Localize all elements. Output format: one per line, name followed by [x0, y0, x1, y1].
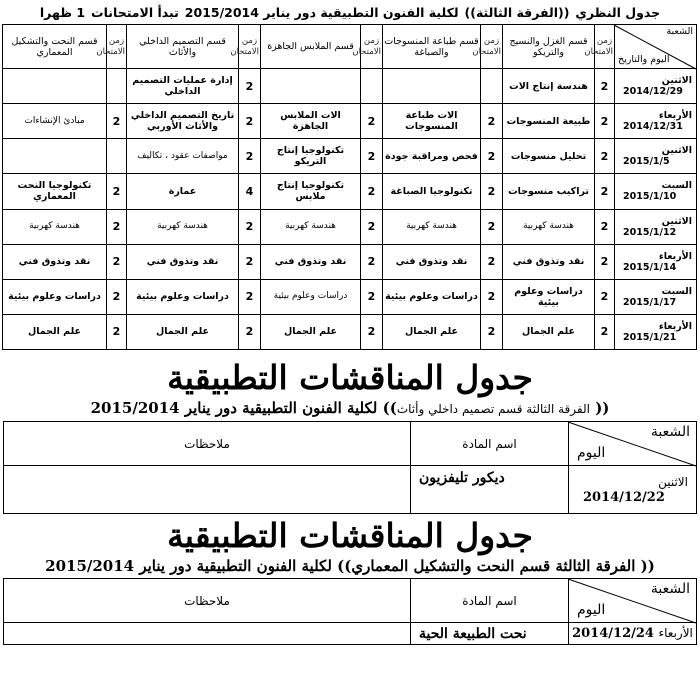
exam-duration-printing: 2 [481, 104, 503, 139]
subject-apparel: الات الملابس الجاهزة [261, 104, 361, 139]
dept-header-sculpture: قسم النحت والتشكيل المعماري [3, 25, 107, 69]
schedule-day: الاثنين [661, 215, 692, 227]
discussion2-subject-header: اسم المادة [411, 579, 569, 623]
schedule-day: الاثنين [661, 75, 692, 87]
schedule-date: 2015/1/14 [623, 261, 677, 273]
subject-sculpture: تكنولوجيا النحت المعماري [3, 174, 107, 209]
schedule-date: 2014/12/31 [623, 121, 683, 133]
subject-printing: علم الجمال [383, 314, 481, 349]
exam-duration-apparel: 2 [361, 314, 383, 349]
schedule-row [3, 104, 697, 139]
schedule-date: 2015/1/5 [623, 156, 670, 168]
discussion2-date-cell [569, 623, 697, 645]
exam-duration-apparel: 2 [361, 139, 383, 174]
exam-duration-printing: 2 [481, 209, 503, 244]
schedule-day: الاثنين [661, 145, 692, 157]
discussion1-subject: ديكور تليفزيون [411, 466, 569, 514]
exam-duration-sculpture: 2 [107, 174, 127, 209]
exam-duration-apparel: 2 [361, 279, 383, 314]
discussion2-notes-header: ملاحظات [4, 579, 411, 623]
subject-textile: طبيعة المنسوجات [503, 104, 595, 139]
schedule-header [3, 2, 697, 24]
discussion1-corner-day: اليوم [577, 445, 606, 461]
schedule-date: 2015/1/12 [623, 226, 677, 238]
exam-duration-sculpture: 2 [107, 209, 127, 244]
exam-duration-printing: 2 [481, 314, 503, 349]
schedule-day-cell [615, 279, 697, 314]
dept-header-textile: قسم الغزل والنسيج والتريكو [503, 25, 595, 69]
time-header: زمن الامتحان [481, 25, 503, 69]
exam-duration-interior: 2 [239, 104, 261, 139]
discussion1-sub-close: )) [382, 399, 397, 417]
discussion2-sub-open: (( [640, 557, 655, 575]
exam-duration-textile: 2 [595, 69, 615, 104]
exam-duration-textile: 2 [595, 139, 615, 174]
subject-interior: هندسة كهربية [127, 209, 239, 244]
exam-duration-textile: 2 [595, 279, 615, 314]
discussion1-subject-header: اسم المادة [411, 422, 569, 466]
theory-schedule-table [2, 24, 697, 350]
exam-duration-sculpture [107, 69, 127, 104]
subject-sculpture: مبادئ الإنشاءات [3, 104, 107, 139]
exam-duration-interior: 2 [239, 244, 261, 279]
discussion1-notes-header: ملاحظات [4, 422, 411, 466]
subject-textile: دراسات وعلوم بيئية [503, 279, 595, 314]
schedule-day: السبت [661, 285, 692, 297]
subject-apparel: دراسات وعلوم بيئية [261, 279, 361, 314]
subject-apparel [261, 69, 361, 104]
discussion1-day: الاثنين [658, 474, 688, 489]
discussion2-sub-dept: الفرقة الثالثة قسم النحت والتشكيل المعماري [351, 557, 636, 575]
subject-sculpture: علم الجمال [3, 314, 107, 349]
subject-sculpture: هندسة كهربية [3, 209, 107, 244]
schedule-day-cell [615, 174, 697, 209]
subject-printing: الات طباعة المنسوجات [383, 104, 481, 139]
subject-apparel: تكنولوجيا إنتاج التريكو [261, 139, 361, 174]
exam-duration-apparel: 2 [361, 244, 383, 279]
dept-header-apparel: قسم الملابس الجاهزة [261, 25, 361, 69]
exam-duration-printing: 2 [481, 279, 503, 314]
exam-duration-textile: 2 [595, 244, 615, 279]
header-part5: 1 ظهرا [39, 5, 86, 20]
time-header: زمن الامتحان [239, 25, 261, 69]
schedule-corner-header [615, 25, 697, 69]
subject-interior: عمارة [127, 174, 239, 209]
subject-printing: تكنولوجيا الصباغة [383, 174, 481, 209]
exam-duration-interior: 2 [239, 139, 261, 174]
schedule-day: السبت [661, 180, 692, 192]
subject-interior: مواصفات عقود ، تكاليف [127, 139, 239, 174]
corner-day-label: اليوم والتاريخ [618, 54, 670, 65]
subject-textile: هندسة كهربية [503, 209, 595, 244]
discussion2-corner-section: الشعبة [650, 581, 690, 597]
schedule-row [3, 279, 697, 314]
time-header: زمن الامتحان [595, 25, 615, 69]
subject-interior: دراسات وعلوم بيئية [127, 279, 239, 314]
subject-interior: إدارة عمليات التصميم الداخلي [127, 69, 239, 104]
discussion1-table [3, 421, 697, 514]
subject-printing: دراسات وعلوم بيئية [383, 279, 481, 314]
subject-interior: نقد وتذوق فني [127, 244, 239, 279]
subject-textile: تراكيب منسوجات [503, 174, 595, 209]
exam-duration-apparel [361, 69, 383, 104]
exam-duration-textile: 2 [595, 314, 615, 349]
discussion2-day: الأربعاء [658, 626, 693, 640]
subject-sculpture: نقد وتذوق فني [3, 244, 107, 279]
subject-textile: تحليل منسوجات [503, 139, 595, 174]
subject-sculpture [3, 69, 107, 104]
discussion1-sub-open: (( [595, 399, 610, 417]
dept-header-interior: قسم التصميم الداخلي والأثاث [127, 25, 239, 69]
schedule-date: 2014/12/29 [623, 86, 683, 98]
discussion1-sub-rest: لكلية الفنون التطبيقية دور يناير 2015/2014 [90, 399, 378, 417]
subject-apparel: تكنولوجيا إنتاج ملابس [261, 174, 361, 209]
schedule-day-cell [615, 314, 697, 349]
discussion1-title: جدول المناقشات التطبيقية [167, 358, 533, 397]
schedule-day-cell [615, 139, 697, 174]
schedule-date: 2015/1/21 [623, 331, 677, 343]
exam-duration-textile: 2 [595, 174, 615, 209]
discussion2-subject: نحت الطبيعة الحية [411, 623, 569, 645]
exam-duration-interior: 2 [239, 279, 261, 314]
schedule-day-cell [615, 69, 697, 104]
exam-duration-sculpture: 2 [107, 314, 127, 349]
exam-duration-apparel: 2 [361, 209, 383, 244]
exam-duration-apparel: 2 [361, 174, 383, 209]
schedule-day: الأربعاء [658, 110, 692, 122]
corner-section-label: الشعبة [666, 26, 693, 37]
exam-duration-interior: 2 [239, 209, 261, 244]
schedule-day-cell [615, 104, 697, 139]
discussion2-subtitle [3, 556, 697, 576]
exam-duration-printing: 2 [481, 244, 503, 279]
schedule-day: الأربعاء [658, 320, 692, 332]
discussion2-table [3, 578, 697, 645]
schedule-date: 2015/1/17 [623, 296, 677, 308]
subject-apparel: هندسة كهربية [261, 209, 361, 244]
exam-duration-printing [481, 69, 503, 104]
exam-duration-interior: 4 [239, 174, 261, 209]
exam-duration-sculpture: 2 [107, 104, 127, 139]
exam-duration-apparel: 2 [361, 104, 383, 139]
subject-sculpture: دراسات وعلوم بيئية [3, 279, 107, 314]
header-part4: تبدأ الامتحانات [91, 5, 179, 20]
dept-header-printing: قسم طباعة المنسوجات والصباغة [383, 25, 481, 69]
discussion1-sub-dept: الفرقة الثالثة قسم تصميم داخلي وأثاث [396, 402, 590, 416]
discussion1-corner [569, 422, 697, 466]
subject-textile: هندسة إنتاج الات [503, 69, 595, 104]
schedule-row [3, 139, 697, 174]
discussion1-date-cell [569, 466, 697, 514]
discussion1-corner-section: الشعبة [650, 424, 690, 440]
exam-duration-sculpture: 2 [107, 244, 127, 279]
exam-duration-interior: 2 [239, 314, 261, 349]
schedule-row [3, 314, 697, 349]
schedule-row [3, 209, 697, 244]
exam-duration-sculpture [107, 139, 127, 174]
discussion2-corner [569, 579, 697, 623]
subject-printing [383, 69, 481, 104]
schedule-day: الأربعاء [658, 250, 692, 262]
exam-duration-printing: 2 [481, 139, 503, 174]
schedule-row [3, 174, 697, 209]
header-part1: جدول النظري [575, 5, 661, 20]
exam-duration-textile: 2 [595, 209, 615, 244]
discussion2-corner-day: اليوم [577, 602, 606, 618]
time-header: زمن الامتحان [361, 25, 383, 69]
time-header: زمن الامتحان [107, 25, 127, 69]
discussion1-date: 2014/12/22 [583, 489, 665, 505]
subject-textile: علم الجمال [503, 314, 595, 349]
discussion2-sub-close: )) [337, 557, 352, 575]
subject-printing: نقد وتذوق فني [383, 244, 481, 279]
schedule-day-cell [615, 244, 697, 279]
subject-apparel: نقد وتذوق فني [261, 244, 361, 279]
schedule-date: 2015/1/10 [623, 191, 677, 203]
subject-interior: تاريخ التصميم الداخلي والأثاث الأوربي [127, 104, 239, 139]
discussion2-title: جدول المناقشات التطبيقية [167, 516, 533, 555]
schedule-row [3, 244, 697, 279]
schedule-day-cell [615, 209, 697, 244]
exam-duration-textile: 2 [595, 104, 615, 139]
subject-textile: نقد وتذوق فني [503, 244, 595, 279]
subject-apparel: علم الجمال [261, 314, 361, 349]
exam-duration-printing: 2 [481, 174, 503, 209]
subject-printing: فحص ومراقبة جودة [383, 139, 481, 174]
exam-duration-sculpture: 2 [107, 279, 127, 314]
discussion1-subtitle [3, 398, 697, 419]
schedule-row [3, 69, 697, 104]
discussion2-notes [4, 623, 411, 645]
header-part3: لكلية الفنون التطبيقية دور يناير 2015/2014 [184, 5, 459, 20]
subject-interior: علم الجمال [127, 314, 239, 349]
subject-sculpture [3, 139, 107, 174]
subject-printing: هندسة كهربية [383, 209, 481, 244]
discussion1-notes [4, 466, 411, 514]
header-part2: ((الفرقة الثالثة)) [464, 5, 570, 20]
discussion2-sub-rest: لكلية الفنون التطبيقية دور يناير 2015/2014 [45, 557, 332, 575]
exam-duration-interior: 2 [239, 69, 261, 104]
discussion2-date: 2014/12/24 [572, 626, 654, 641]
